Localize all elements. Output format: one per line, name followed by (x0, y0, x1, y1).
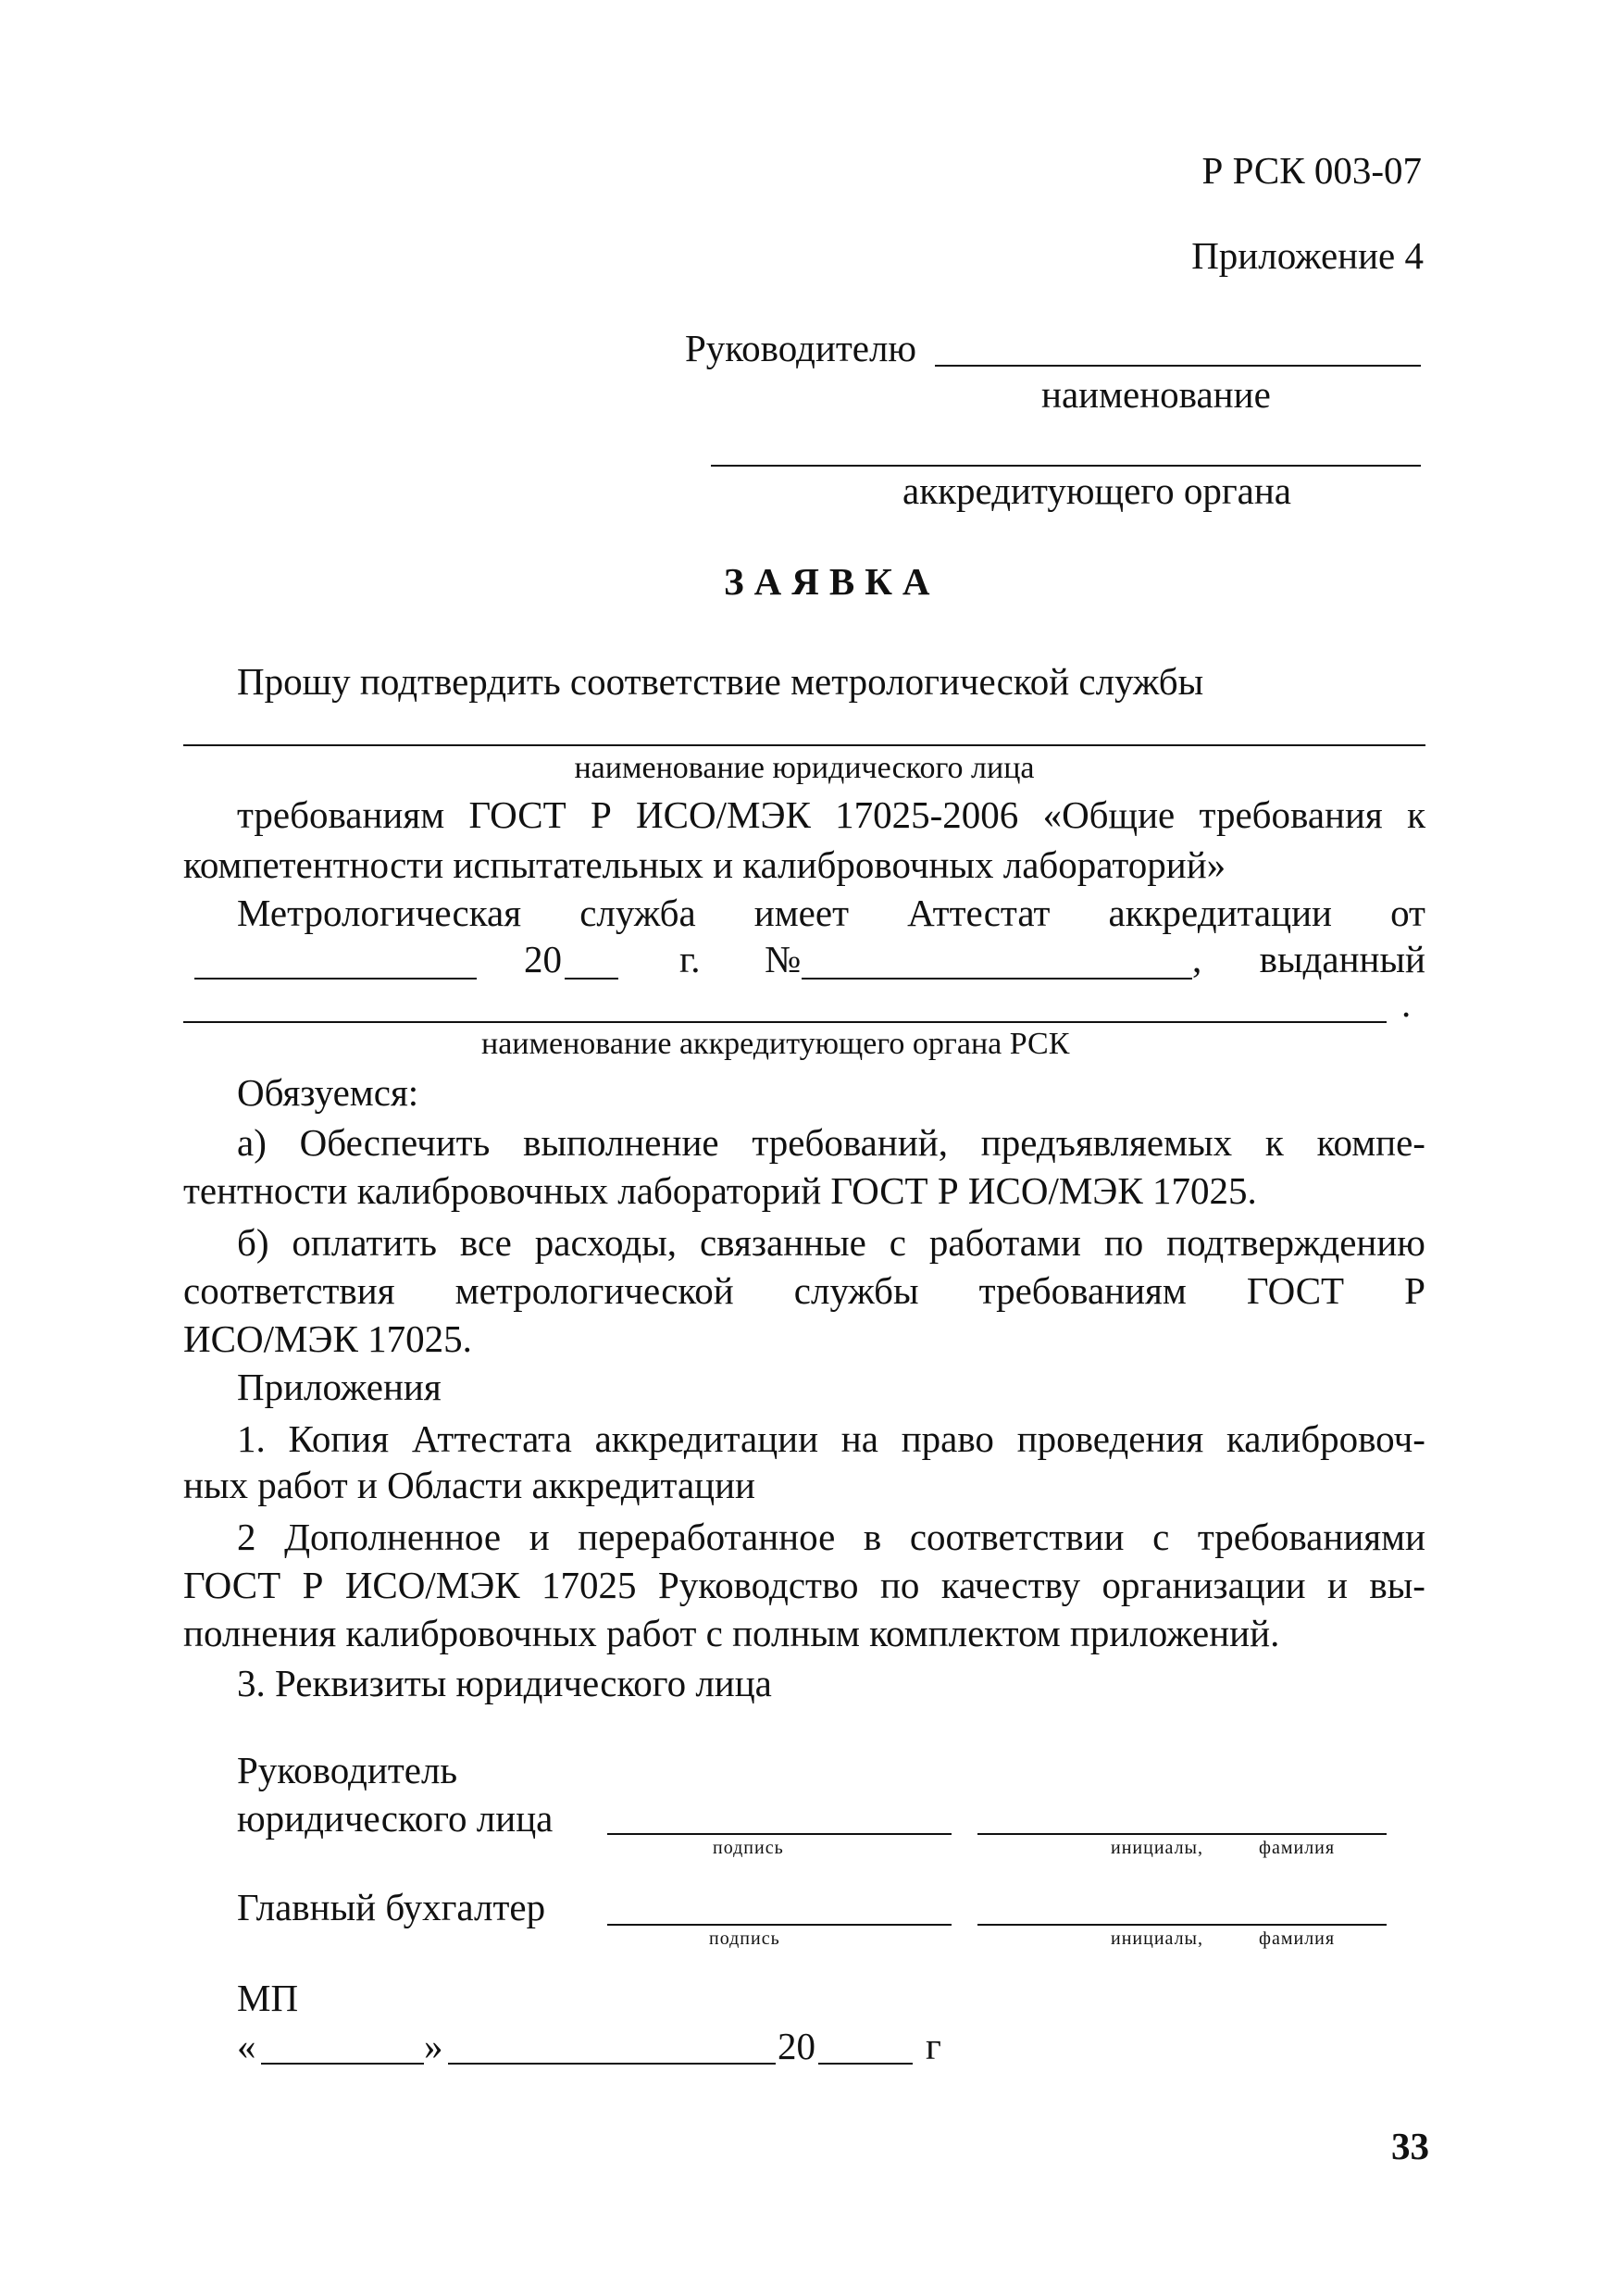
page-number: 33 (1391, 2125, 1429, 2167)
head-signature-caption: подпись (713, 1838, 784, 1858)
accountant-signature-caption: подпись (709, 1928, 780, 1949)
date-year-blank (818, 2063, 913, 2065)
request-text: Прошу подтвердить соответствие метрологической службы (237, 660, 1204, 703)
date-close-quote: » (424, 2025, 443, 2067)
attestat-year-suffix: г. (679, 938, 701, 980)
legal-entity-blank-line (183, 744, 1425, 746)
attestat-date-blank (194, 978, 477, 980)
attestat-year-prefix: 20 (524, 938, 562, 980)
addressee-to: Руководителю (685, 327, 917, 369)
accrediting-body-blank (183, 1021, 1387, 1023)
attachments-heading: Приложения (237, 1366, 442, 1408)
attachment-2-line-2: ГОСТ Р ИСО/МЭК 17025 Руководство по качеству организации и вы- (183, 1564, 1425, 1606)
head-signature-blank (607, 1833, 952, 1835)
date-year-suffix: г (926, 2025, 941, 2067)
attachment-2-line-1: 2 Дополненное и переработанное в соответствии с требованиями (237, 1516, 1425, 1558)
accountant-signature-blank (607, 1924, 952, 1926)
accrediting-body-caption: наименование аккредитующего органа РСК (481, 1027, 1070, 1061)
accountant-label: Главный бухгалтер (237, 1886, 546, 1928)
appendix-label: Приложение 4 (1191, 234, 1424, 277)
head-surname-caption: фамилия (1259, 1838, 1336, 1858)
number-sign: № (765, 938, 802, 980)
addressee-caption-body: аккредитующего органа (902, 469, 1291, 512)
attachment-2-line-3: полнения калибровочных работ с полным комплектом приложений. (183, 1612, 1280, 1654)
obligation-b-line-3: ИСО/МЭК 17025. (183, 1317, 472, 1360)
attestat-line: Метрологическая служба имеет Аттестат аккредитации от (237, 892, 1425, 934)
head-initials-caption: инициалы, (1111, 1838, 1203, 1858)
obligations-heading: Обязуемся: (237, 1071, 419, 1114)
document-code: Р РСК 003-07 (1201, 149, 1422, 192)
legal-entity-caption: наименование юридического лица (574, 751, 1035, 785)
accountant-initials-caption: инициалы, (1111, 1928, 1203, 1949)
date-open-quote: « (237, 2025, 256, 2067)
issued-label: выданный (1259, 938, 1425, 980)
requirements-line-2: компетентности испытательных и калибровочных лабораторий» (183, 843, 1226, 886)
accountant-surname-caption: фамилия (1259, 1928, 1336, 1949)
number-comma: , (1192, 938, 1202, 980)
obligation-b-line-1: б) оплатить все расходы, связанные с работами по подтверждению (237, 1221, 1425, 1264)
obligation-a-line-2: тентности калибровочных лабораторий ГОСТ Р ИСО/МЭК 17025. (183, 1169, 1257, 1212)
accountant-name-blank (977, 1924, 1387, 1926)
head-label-line-2: юридического лица (237, 1797, 554, 1840)
attachment-3: 3. Реквизиты юридического лица (237, 1662, 772, 1704)
seal-label: МП (237, 1977, 299, 2019)
obligation-b-line-2: соответствия метрологической службы требованиям ГОСТ Р (183, 1269, 1425, 1312)
attachment-1-line-1: 1. Копия Аттестата аккредитации на право проведения калибровоч- (237, 1417, 1425, 1460)
date-month-blank (448, 2063, 776, 2065)
head-name-blank (977, 1833, 1387, 1835)
obligation-a-line-1: а) Обеспечить выполнение требований, предъявляемых к компе- (237, 1121, 1425, 1164)
sentence-period: . (1401, 982, 1412, 1025)
addressee-blank-line-2 (711, 465, 1421, 467)
date-day-blank (261, 2063, 424, 2065)
head-label-line-1: Руководитель (237, 1749, 458, 1791)
attachment-1-line-2: ных работ и Области аккредитации (183, 1464, 755, 1506)
addressee-blank-line (935, 365, 1421, 367)
document-title: ЗАЯВКА (724, 560, 940, 603)
date-year-prefix: 20 (778, 2025, 815, 2067)
attestat-number-blank (802, 978, 1192, 980)
attestat-year-blank (565, 978, 618, 980)
requirements-line-1: требованиям ГОСТ Р ИСО/МЭК 17025-2006 «Общие требования к (237, 793, 1425, 836)
addressee-caption-name: наименование (1041, 373, 1271, 416)
